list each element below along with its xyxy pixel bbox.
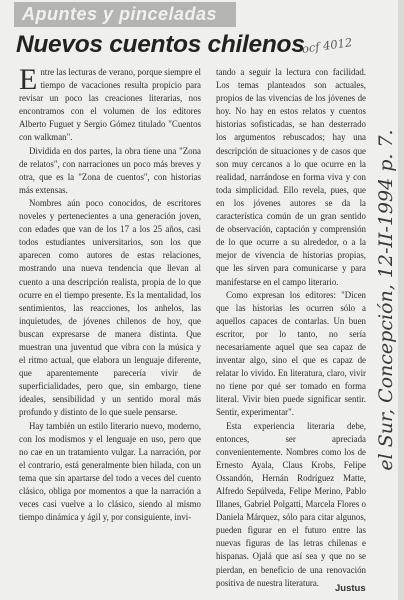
paragraph: Como expresan los editores: "Dicen que las historias les ocurren sólo a aquellos capaces de contarlas. Un buen escritor, por lo tanto, no sería necesariamente aquel que sea capaz de inventar algo, sino el que es capaz de relatar lo vivido. En literatura, claro, vivir no tiene por qué ser tomado en forma literal. Vivir bien puede significar sentir. Sentir, experimentar".	[216, 289, 366, 418]
article-column-left	[19, 63, 201, 524]
paper-edge	[398, 0, 404, 600]
article-headline: Nuevos cuentos chilenos	[16, 31, 305, 58]
author-signature: Justus	[335, 583, 366, 594]
article-column-right	[216, 66, 366, 590]
paragraph: Entre las lecturas de verano, porque siempre el tiempo de vacaciones resulta propicio para revisar un poco las creaciones literarias, nos encontramos con el volumen de los editores Alberto Fuguet y Sergio Gómez titulado "Cuentos con walkman".	[19, 63, 201, 143]
catalog-code-annotation: ocf 4012	[301, 35, 354, 56]
paragraph: Hay también un estilo literario nuevo, moderno, con los modismos y el lenguaje en uso, pero que no cae en un tratamiento vulgar. La narración, por el contrario, está generalmente bien hilada, con un tema que sin apartarse del todo a veces del cuento clásico, obliga por momentos a que la narración a veces casi vuelve a lo clásico, siendo al mismo tiempo dinámica y ágil y, por consiguiente, invi-	[19, 420, 201, 523]
paragraph: Esta experiencia literaria debe, entonces, ser apreciada convenientemente. Nombres como los de Ernesto Ayala, Claus Krobs, Felipe Ossandón, Hernán Rodríguez Matte, Alfredo Sepúlveda, Felipe Merino, Pablo Illanes, Gabriel Polgatti, Marcela Flores o Daniela Márquez, sólo para citar algunos, pueden figurar en el futuro entre las nuevas figuras de las letras chilenas e hispanas. Ojalá que así sea y que no se pierdan, en beneficio de una renovación positiva de nuestra literatura.	[216, 420, 366, 588]
section-banner: Apuntes y pinceladas	[14, 2, 236, 27]
paragraph: Dividida en dos partes, la obra tiene una "Zona de relatos", con narraciones un poco más breves y otra, que es la "Zona de cuentos", con historias más extensas.	[19, 145, 201, 195]
paragraph: Nombres aún poco conocidos, de escritores noveles y pertenecientes a una generación joven, con edades que van de los 17 a los 25 años, casi todos estudiantes universitarios, son los que aparecen como autores de estas relaciones, mostrando una nueva tendencia que llevan al cuento a una descripción realista, propia de lo que ocurre en el tiempo presente. Es la mentalidad, los sentimientos, las reacciones, los anhelos, las inquietudes, de jóvenes chilenos de hoy, que buscan expresarse de manera distinta. Que muestran una juventud que vibra con la música y el ritmo actual, que elabora un lenguaje diferente, que aparentemente parecería vivir de superficialidades, pero que, sin embargo, tiene ideales, sensibilidad y un sentido moral más profundo y distinto de lo que suele pensarse.	[19, 197, 201, 418]
handwritten-source-note: el Sur, Concepción, 12-II-1994 p. 7.	[375, 129, 397, 471]
paragraph: tando a seguir la lectura con facilidad. Los temas planteados son actuales, propios de las vivencias de los jóvenes de hoy. No hay en estos relatos y cuentos historias sofisticadas, se han desterrado los argumentos rebuscados; hay una descripción de situaciones y de casos que son muy cercanos a lo que ocurre en la realidad, narrándose en forma viva y con toda simplicidad. Ello revela, pues, que en los jóvenes autores se da la característica común de un gran sentido de observación, captación y comprensión de lo que ocurre a su alrededor, o a la mejor de vivencia de historias propias, que les sirven para comunicarse y para manifestarse en el campo literario.	[216, 67, 366, 287]
